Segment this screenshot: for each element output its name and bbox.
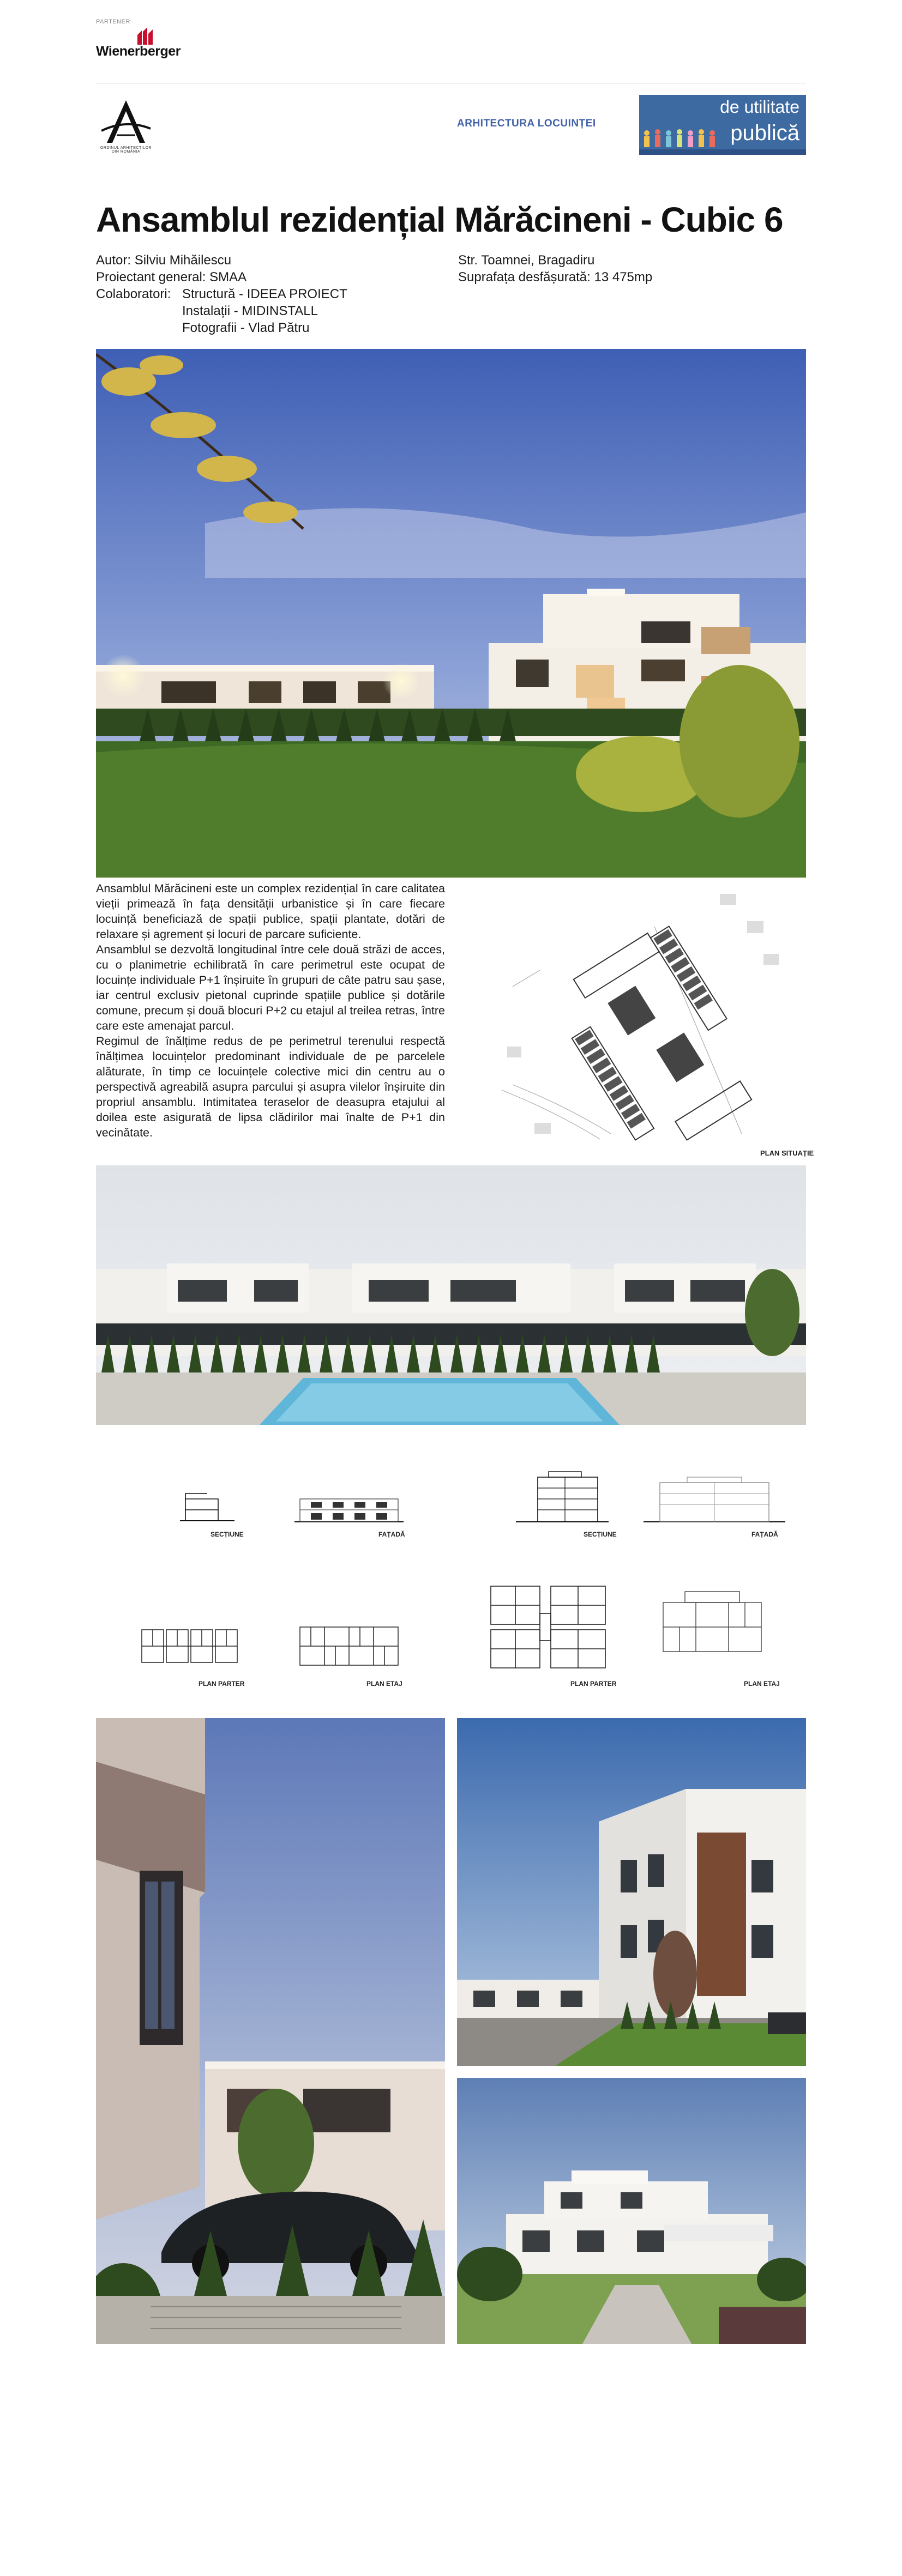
section-drawing-2 [516,1466,609,1526]
section-drawing-1 [175,1472,240,1526]
ground-plan-label-2: PLAN PARTER [570,1680,617,1688]
collaborators-list [182,286,347,336]
description-paragraph: Ansamblul Mărăcineni este un complex rezidențial în care calitatea vieții primează în fața densității urbanistice și în care fiecare locuință beneficiază de spații publice, spații plantate, dotări de relaxare și agrement și locuri de parcare suficiente. [96,882,445,941]
wienerberger-logo[interactable] [96,26,194,59]
facade-label-2: FAȚADĂ [751,1531,778,1538]
tower-block-photo [457,1718,806,2066]
banner-line-2: publică [730,121,799,145]
ground-plan-drawing-1 [136,1624,245,1668]
partner-label: PARTENER [96,19,130,25]
oar-logo[interactable] [96,97,156,157]
section-label-2: SECȚIUNE [584,1531,617,1538]
collaborator-item: Structură - IDEEA PROIECT [182,287,347,301]
facade-drawing-2 [644,1472,785,1526]
floor-plan-label-2: PLAN ETAJ [744,1680,780,1688]
address-text: Str. Toamnei, Bragadiru [458,253,595,268]
site-plan-label: PLAN SITUAȚIE [760,1149,814,1157]
description-paragraph: Ansamblul se dezvoltă longitudinal între cele două străzi de acces, cu o planimetrie echilibrată în care perimetrul este ocupat de locuințe individuale P+1 înșiruite în grupuri de câte patru sau șase, iar centrul exclusiv pietonal cuprinde spațiile publice și dotările comune, precum și două blocuri P+2 cu etajul al treilea retras, între care este amenajat parcul. [96,943,445,1032]
collaborator-item: Fotografii - Vlad Pătru [182,321,310,335]
area-text: Suprafața desfășurată: 13 475mp [458,270,653,285]
wienerberger-mark-icon [134,26,156,45]
floor-plan-label-1: PLAN ETAJ [366,1680,402,1688]
author-text: Autor: Silviu Mihăilescu [96,253,232,268]
site-plan-drawing [491,883,806,1156]
facade-drawing-1 [294,1488,404,1526]
hero-photo [96,349,806,878]
oar-a-icon [96,97,156,146]
floor-plan-drawing-1 [294,1622,404,1671]
series-label[interactable]: ARHITECTURA LOCUINȚEI [457,118,596,129]
ground-plan-label-1: PLAN PARTER [199,1680,245,1688]
publicatie-banner[interactable] [639,95,806,155]
ground-plan-drawing-2 [480,1581,616,1673]
oar-caption: ORDINUL ARHITECȚILOR DIN ROMÂNIA [100,146,152,154]
collaborator-item: Instalații - MIDINSTALL [182,304,318,318]
general-designer-text: Proiectant general: SMAA [96,270,247,285]
facade-label-1: FAȚADĂ [378,1531,405,1538]
description-paragraph: Regimul de înălțime redus de pe perimetrul terenului respectă înălțimea locuințelor predominant individuale de pe parcelele alăturate, în timp ce locuințele colective mici din centru au o perspectivă agreabilă asupra parcului și asupra vilelor înșiruite din propriul ansamblu. Intimitatea teraselor de deasupra etajului al doilea este asigurată de lipsa clădirilor mai înalte de P+1 din vecinătate. [96,1035,445,1139]
entrance-photo [457,2078,806,2344]
pool-photo [96,1165,806,1425]
section-label-1: SECȚIUNE [211,1531,244,1538]
wienerberger-wordmark: Wienerberger [96,44,181,59]
project-description [96,881,445,1140]
banner-line-1: de utilitate [720,97,799,117]
floor-plan-drawing-2 [652,1586,772,1668]
page-title: Ansamblul rezidențial Mărăcineni - Cubic 6 [96,200,783,239]
project-location [458,252,652,286]
collaborators-label: Colaboratori: [96,287,171,301]
car-detail-photo [96,1718,445,2344]
